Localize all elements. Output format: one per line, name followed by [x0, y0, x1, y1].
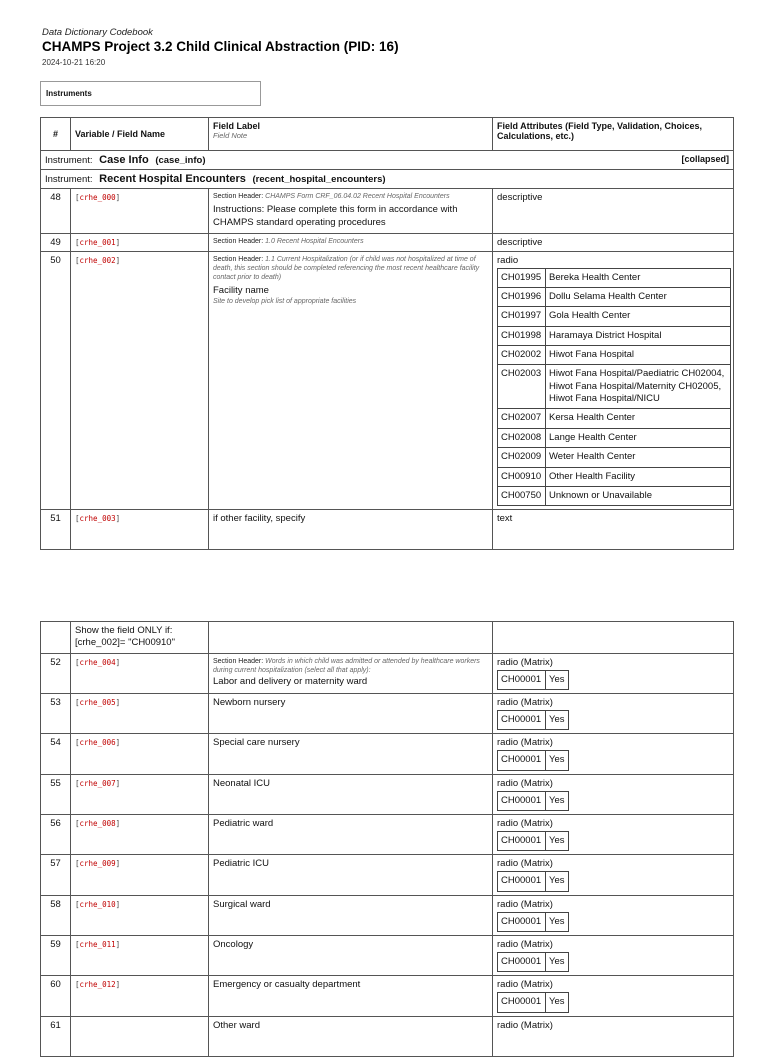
field-number: 48: [41, 189, 71, 234]
field-type: radio: [497, 254, 519, 266]
variable-name[interactable]: [crhe_011]: [75, 940, 121, 950]
collapsed-toggle[interactable]: [collapsed]: [681, 154, 729, 164]
attributes-cell: [493, 734, 734, 774]
table-row: [41, 251, 734, 509]
field-type: descriptive: [497, 236, 543, 248]
variable-name[interactable]: [crhe_010]: [75, 899, 121, 909]
instrument-row-case-info: [41, 151, 734, 170]
field-number: 53: [41, 694, 71, 734]
instrument-cell: [41, 170, 734, 189]
choice-label: Hiwot Fana Hospital/Paediatric CH02004, Hiwot Fana Hospital/Maternity CH02005, Hiwot Fana Hospital/NICU: [546, 365, 731, 409]
instrument-cell: [41, 151, 734, 170]
table-row: [41, 895, 734, 935]
variable-name[interactable]: [crhe_008]: [75, 819, 121, 829]
table-row: [41, 976, 734, 1016]
attributes-cell: [493, 694, 734, 734]
field-number: 57: [41, 855, 71, 895]
branching-logic: Show the field ONLY if: [crhe_002]= "CH00910": [75, 625, 175, 649]
field-type: radio (Matrix): [497, 737, 553, 749]
choice-code: CH00910: [498, 467, 546, 486]
choice-label: Bereka Health Center: [546, 268, 731, 287]
choice-code: CH00001: [498, 670, 546, 689]
field-number: 58: [41, 895, 71, 935]
section-header: Section Header: Words in which child was admitted or attended by healthcare workers during current hospitalization (select all that apply):: [213, 657, 480, 674]
label-cell: [209, 895, 493, 935]
variable-name[interactable]: [crhe_005]: [75, 698, 121, 708]
label-cell: [209, 734, 493, 774]
doc-datetime: 2024-10-21 16:20: [42, 58, 106, 67]
label-cell: [209, 936, 493, 976]
data-dictionary-table-continued: [40, 621, 734, 1057]
variable-cell: [71, 815, 209, 855]
variable-name[interactable]: [crhe_003]: [75, 514, 121, 524]
attributes-cell: [493, 653, 734, 693]
field-label: Facility name: [213, 285, 269, 296]
choice-label: Lange Health Center: [546, 428, 731, 447]
field-number: 60: [41, 976, 71, 1016]
choices-table: [497, 992, 569, 1012]
variable-name[interactable]: [crhe_009]: [75, 859, 121, 869]
table-row: [41, 233, 734, 251]
field-type: radio (Matrix): [497, 656, 553, 668]
choice-label: Kersa Health Center: [546, 409, 731, 428]
field-number: 59: [41, 936, 71, 976]
instrument-prefix: Instrument:: [45, 155, 93, 166]
attributes-cell: [493, 936, 734, 976]
section-header: Section Header: 1.1 Current Hospitalization (or if child was not hospitalized at time of death, this section should be completed referencing the most recent healthcare facility contact prior to death): [213, 255, 480, 281]
field-label: Newborn nursery: [213, 697, 286, 709]
table-header-row: [41, 118, 734, 151]
field-type: radio (Matrix): [497, 898, 553, 910]
field-label: Instructions: Please complete this form in accordance with CHAMPS standard operating procedures: [213, 204, 458, 228]
field-type: descriptive: [497, 192, 543, 203]
col-label-title: Field Label: [213, 121, 261, 131]
choice-label: Yes: [546, 953, 569, 972]
choice-code: CH02003: [498, 365, 546, 409]
choice-code: CH00001: [498, 912, 546, 931]
table-row-continued: [41, 622, 734, 654]
field-type: radio (Matrix): [497, 979, 553, 991]
table-row: [41, 855, 734, 895]
variable-cell: [71, 895, 209, 935]
choices-table: [497, 710, 569, 730]
choice-code: CH02009: [498, 448, 546, 467]
variable-cell: [71, 855, 209, 895]
field-number: [41, 622, 71, 654]
label-cell: [209, 510, 493, 550]
choice-code: CH00001: [498, 711, 546, 730]
table-row: [41, 815, 734, 855]
variable-cell: [71, 734, 209, 774]
col-variable-header: Variable / Field Name: [71, 118, 209, 151]
choice-row: [498, 467, 731, 486]
table-row: [41, 936, 734, 976]
field-type: radio (Matrix): [497, 818, 553, 830]
field-label: Surgical ward: [213, 898, 271, 910]
attributes-cell: [493, 855, 734, 895]
field-label: Pediatric ward: [213, 818, 274, 830]
choice-label: Yes: [546, 670, 569, 689]
variable-cell: [71, 510, 209, 550]
field-type: radio (Matrix): [497, 939, 553, 951]
doc-subtitle: Data Dictionary Codebook: [42, 27, 153, 38]
attributes-cell: [493, 1016, 734, 1056]
choice-label: Yes: [546, 872, 569, 891]
field-label: Special care nursery: [213, 737, 300, 749]
label-cell: [209, 694, 493, 734]
field-label: Other ward: [213, 1019, 260, 1031]
table-row: [41, 653, 734, 693]
choice-label: Yes: [546, 711, 569, 730]
choice-label: Yes: [546, 791, 569, 810]
choice-label: Yes: [546, 912, 569, 931]
label-cell: [209, 1016, 493, 1056]
field-number: 51: [41, 510, 71, 550]
choice-code: CH02007: [498, 409, 546, 428]
choice-label: Yes: [546, 832, 569, 851]
choice-row: [498, 486, 731, 505]
col-attributes-header: Field Attributes (Field Type, Validation, Choices, Calculations, etc.): [493, 118, 734, 151]
variable-cell: [71, 653, 209, 693]
variable-cell: [71, 694, 209, 734]
choice-row: [498, 346, 731, 365]
variable-name[interactable]: [crhe_012]: [75, 980, 121, 990]
field-label: Labor and delivery or maternity ward: [213, 675, 368, 687]
variable-cell: [71, 936, 209, 976]
table-row: [41, 774, 734, 814]
choices-table: [497, 268, 731, 506]
variable-cell: [71, 774, 209, 814]
field-label: Pediatric ICU: [213, 858, 269, 870]
variable-name[interactable]: [crhe_000]: [75, 193, 121, 202]
attributes-cell: [493, 251, 734, 509]
doc-title: CHAMPS Project 3.2 Child Clinical Abstraction (PID: 16): [42, 39, 399, 54]
attributes-cell: [493, 774, 734, 814]
choice-label: Weter Health Center: [546, 448, 731, 467]
choice-label: Haramaya District Hospital: [546, 326, 731, 345]
choice-row: [498, 428, 731, 447]
instrument-var: (recent_hospital_encounters): [252, 174, 386, 185]
field-note: Site to develop pick list of appropriate facilities: [213, 297, 357, 305]
choice-code: CH00001: [498, 993, 546, 1012]
choices-table: [497, 750, 569, 770]
variable-name[interactable]: [crhe_006]: [75, 738, 121, 748]
label-cell: [209, 815, 493, 855]
choices-table: [497, 831, 569, 851]
choices-table: [497, 952, 569, 972]
field-number: 56: [41, 815, 71, 855]
label-cell: [209, 189, 493, 234]
choice-label: Unknown or Unavailable: [546, 486, 731, 505]
variable-cell: [71, 976, 209, 1016]
section-header: Section Header: CHAMPS Form CRF_06.04.02 Recent Hospital Encounters: [213, 193, 450, 200]
attributes-cell: [493, 895, 734, 935]
variable-name[interactable]: [crhe_004]: [75, 657, 121, 667]
attributes-cell: [493, 189, 734, 234]
choice-code: CH00750: [498, 486, 546, 505]
branching-cell: [71, 622, 209, 654]
field-number: 49: [41, 233, 71, 251]
field-type: radio (Matrix): [497, 697, 553, 709]
attributes-cell: [493, 976, 734, 1016]
variable-cell: [71, 251, 209, 509]
field-label: if other facility, specify: [213, 513, 306, 525]
instrument-row-recent-hospital: [41, 170, 734, 189]
field-type: radio (Matrix): [497, 777, 553, 789]
variable-cell: [71, 233, 209, 251]
table-row: [41, 510, 734, 550]
field-number: 54: [41, 734, 71, 774]
label-cell: [209, 251, 493, 509]
field-number: 50: [41, 251, 71, 509]
attributes-cell: [493, 233, 734, 251]
label-cell: [209, 653, 493, 693]
table-row: [41, 734, 734, 774]
instruments-box[interactable]: [40, 81, 261, 106]
choice-code: CH00001: [498, 832, 546, 851]
choices-table: [497, 871, 569, 891]
choice-label: Yes: [546, 993, 569, 1012]
attributes-cell: [493, 622, 734, 654]
label-cell: [209, 855, 493, 895]
choice-code: CH00001: [498, 751, 546, 770]
choice-code: CH00001: [498, 953, 546, 972]
choice-row: [498, 268, 731, 287]
field-label: Neonatal ICU: [213, 777, 271, 789]
variable-name[interactable]: [crhe_007]: [75, 778, 121, 788]
variable-cell: [71, 189, 209, 234]
attributes-cell: [493, 510, 734, 550]
choices-table: [497, 791, 569, 811]
instrument-name: Recent Hospital Encounters: [99, 173, 246, 185]
field-number: 61: [41, 1016, 71, 1056]
choice-row: [498, 307, 731, 326]
choice-label: Hiwot Fana Hospital: [546, 346, 731, 365]
col-num-header: #: [41, 118, 71, 151]
field-type: radio (Matrix): [497, 1019, 553, 1031]
field-label: Emergency or casualty department: [213, 979, 361, 991]
choice-label: Dollu Selama Health Center: [546, 288, 731, 307]
attributes-cell: [493, 815, 734, 855]
choice-label: Gola Health Center: [546, 307, 731, 326]
choice-code: CH02008: [498, 428, 546, 447]
choice-row: [498, 365, 731, 409]
section-header: Section Header: 1.0 Recent Hospital Encounters: [213, 237, 364, 245]
variable-name[interactable]: [crhe_002]: [75, 255, 121, 265]
choice-label: Yes: [546, 751, 569, 770]
table-row: [41, 189, 734, 234]
choice-code: CH00001: [498, 872, 546, 891]
label-cell: [209, 774, 493, 814]
choices-table: [497, 670, 569, 690]
table-row: [41, 1016, 734, 1056]
table-row: [41, 694, 734, 734]
choice-code: CH01998: [498, 326, 546, 345]
choice-code: CH00001: [498, 791, 546, 810]
variable-name[interactable]: [crhe_001]: [75, 237, 121, 247]
choice-row: [498, 326, 731, 345]
choice-code: CH01996: [498, 288, 546, 307]
instrument-prefix: Instrument:: [45, 174, 93, 185]
choice-code: CH02002: [498, 346, 546, 365]
choices-table: [497, 912, 569, 932]
choice-code: CH01995: [498, 268, 546, 287]
col-note-title: Field Note: [213, 131, 248, 140]
field-type: text: [497, 513, 513, 525]
choice-row: [498, 448, 731, 467]
choice-row: [498, 409, 731, 428]
page-2: [0, 566, 768, 1031]
choice-code: CH01997: [498, 307, 546, 326]
variable-cell: [71, 1016, 209, 1056]
instrument-var: (case_info): [155, 155, 206, 166]
label-cell: [209, 622, 493, 654]
label-cell: [209, 233, 493, 251]
col-label-header: [209, 118, 493, 151]
choice-row: [498, 288, 731, 307]
choice-label: Other Health Facility: [546, 467, 731, 486]
instruments-box-label: Instruments: [46, 89, 92, 98]
field-type: radio (Matrix): [497, 858, 553, 870]
instrument-name: Case Info: [99, 154, 149, 166]
label-cell: [209, 976, 493, 1016]
field-number: 52: [41, 653, 71, 693]
field-number: 55: [41, 774, 71, 814]
field-label: Oncology: [213, 939, 254, 951]
data-dictionary-table: [40, 117, 734, 550]
